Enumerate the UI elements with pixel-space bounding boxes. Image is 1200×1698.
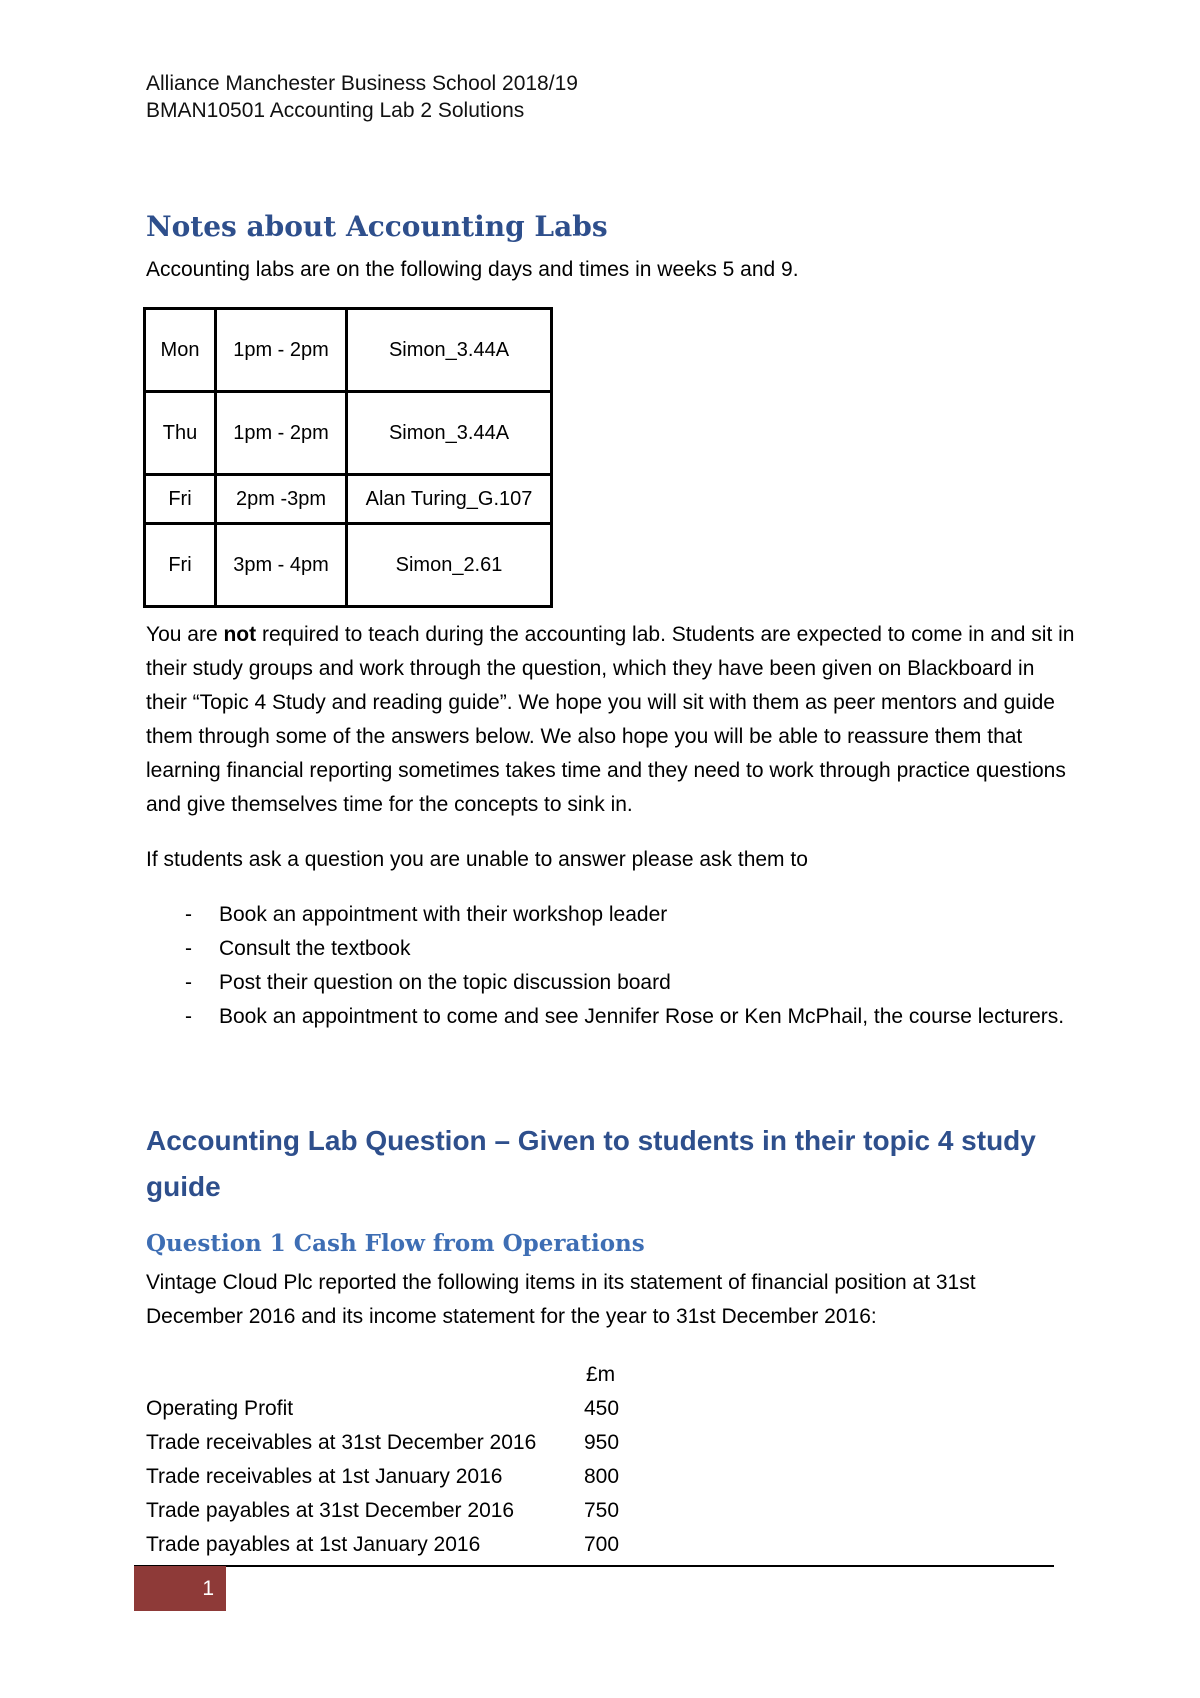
schedule-time-cell: 1pm - 2pm [216,309,347,392]
table-row [145,309,552,392]
schedule-time-cell: 1pm - 2pm [216,392,347,475]
page-number: 1 [134,1566,226,1611]
section-heading: Accounting Lab Question – Given to students in their topic 4 study guide [146,1125,1036,1202]
header-course: BMAN10501 Accounting Lab 2 Solutions [146,99,525,122]
para-text-before: You are [146,623,224,646]
item-value: 450 [584,1397,620,1420]
item-label: Trade payables at 1st January 2016 [146,1533,481,1556]
instructions-paragraph [146,618,1076,822]
lab-schedule-table [143,307,553,608]
list-item [146,966,1076,1000]
escalation-list [146,898,1076,1034]
schedule-time-cell: 2pm -3pm [216,475,347,524]
list-item-text: Book an appointment with their workshop leader [219,903,668,926]
bullet-marker: - [185,937,192,960]
para-text-after: required to teach during the accounting lab. Students are expected to come in and sit in their study groups and work through the question, which they have been given on Blackboard in their “Topic 4 Study and reading guide”. We hope you will sit with them as peer mentors and guide them through some of the answers below. We also hope you will be able to reassure them that learning financial reporting sometimes takes time and they need to work through practice questions and give themselves time for the concepts to sink in. [146,623,1075,816]
escalation-intro: If students ask a question you are unable to answer please ask them to [146,848,808,871]
units-label: £m [586,1363,616,1386]
list-item [146,898,1076,932]
item-label: Operating Profit [146,1397,294,1420]
schedule-day-cell: Fri [145,475,216,524]
list-item-text: Consult the textbook [219,937,411,960]
schedule-day-cell: Thu [145,392,216,475]
list-item-text: Book an appointment to come and see Jennifer Rose or Ken McPhail, the course lecturers. [219,1005,1065,1028]
schedule-room-cell: Simon_2.61 [347,524,552,607]
schedule-time-cell: 3pm - 4pm [216,524,347,607]
question-heading: Question 1 Cash Flow from Operations [146,1230,645,1257]
table-row [145,524,552,607]
item-value: 700 [584,1533,620,1556]
para-emphasis: not [223,623,257,646]
item-label: Trade receivables at 31st December 2016 [146,1431,537,1454]
bullet-marker: - [185,971,192,994]
table-row [145,475,552,524]
list-item-text: Post their question on the topic discussion board [219,971,671,994]
item-label: Trade payables at 31st December 2016 [146,1499,515,1522]
header-institution: Alliance Manchester Business School 2018/19 [146,72,578,95]
bullet-marker: - [185,903,192,926]
question-text: Vintage Cloud Plc reported the following items in its statement of financial position at 31st December 2016 and its income statement for the year to 31st December 2016: [146,1271,976,1328]
item-value: 750 [584,1499,620,1522]
bullet-marker: - [185,1005,192,1028]
item-value: 950 [584,1431,620,1454]
notes-heading: Notes about Accounting Labs [146,210,608,243]
list-item [146,1000,1076,1034]
item-label: Trade receivables at 1st January 2016 [146,1465,503,1488]
schedule-room-cell: Alan Turing_G.107 [347,475,552,524]
footer-divider [134,1565,1054,1567]
table-row [145,392,552,475]
schedule-room-cell: Simon_3.44A [347,392,552,475]
notes-intro: Accounting labs are on the following days and times in weeks 5 and 9. [146,258,799,281]
schedule-day-cell: Mon [145,309,216,392]
schedule-room-cell: Simon_3.44A [347,309,552,392]
list-item [146,932,1076,966]
item-value: 800 [584,1465,620,1488]
schedule-day-cell: Fri [145,524,216,607]
